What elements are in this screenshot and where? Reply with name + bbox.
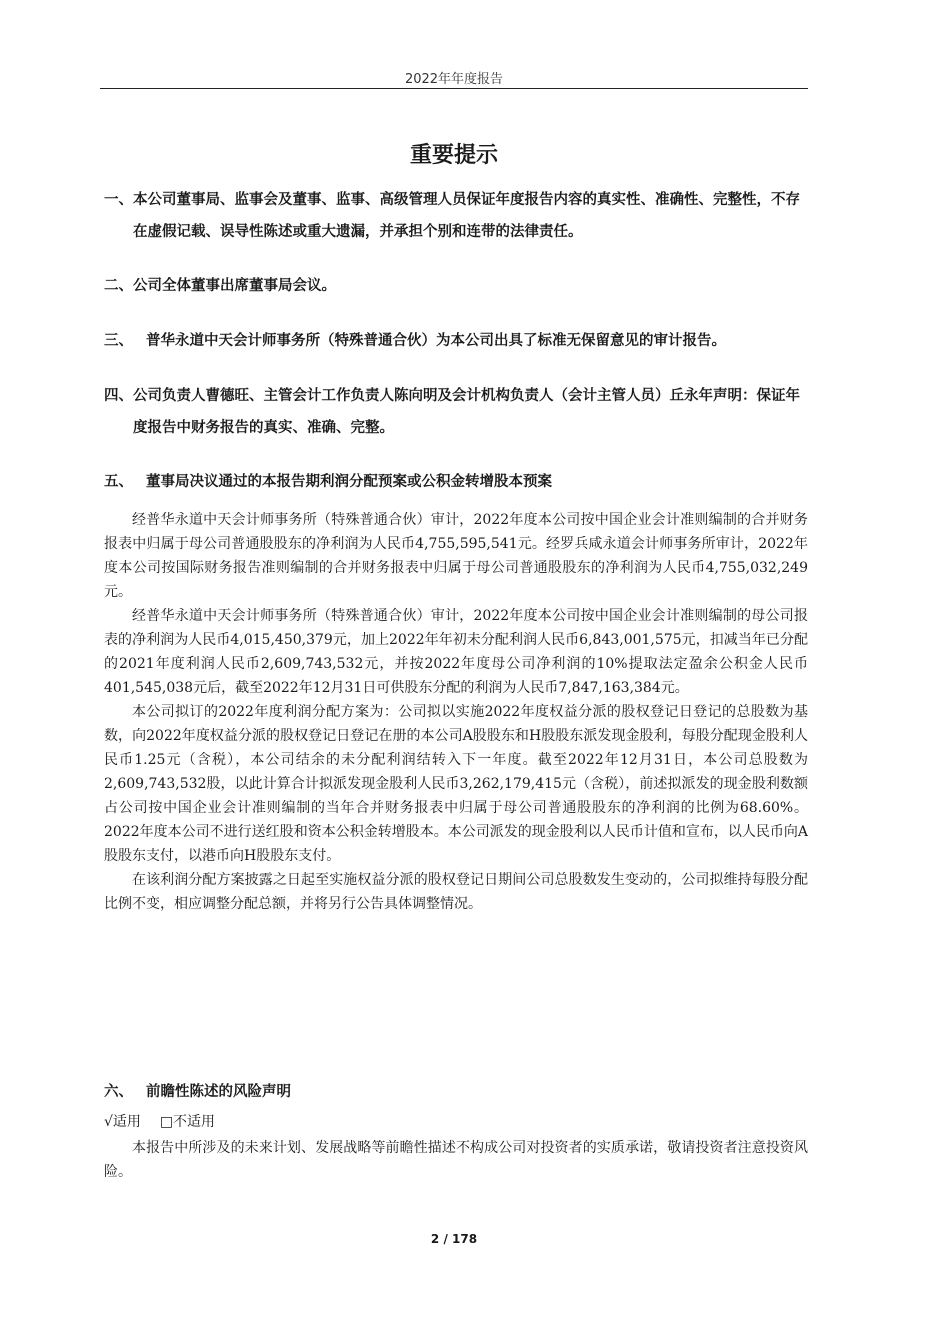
- item-text: 公司负责人曹德旺、主管会计工作负责人陈向明及会计机构负责人（会计主管人员）丘永年声明：保证年度报告中财务报告的真实、准确、完整。: [133, 388, 800, 436]
- section-6-body: [104, 1136, 808, 1184]
- section-title: 前瞻性陈述的风险声明: [146, 1084, 291, 1100]
- item-number: 四、: [104, 388, 133, 404]
- applicable-checkbox: √适用: [104, 1114, 141, 1130]
- item-text: 本公司董事局、监事会及董事、监事、高级管理人员保证年度报告内容的真实性、准确性、完整性，不存在虚假记载、误导性陈述或重大遗漏，并承担个别和连带的法律责任。: [133, 192, 800, 240]
- section-number: 六、: [104, 1084, 133, 1100]
- section-title: 董事局决议通过的本报告期利润分配预案或公积金转增股本预案: [146, 474, 552, 490]
- paragraph: 经普华永道中天会计师事务所（特殊普通合伙）审计，2022年度本公司按中国企业会计准则编制的母公司报表的净利润为人民币4,015,450,379元，加上2022年年初未分配利润人民币6,843,001,575元，扣减当年已分配的2021年度利润人民币2,609,743,532元，并按2022年度母公司净利润的10%提取法定盈余公积金人民币401,545,038元后，截至2022年12月31日可供股东分配的利润为人民币7,847,163,384元。: [104, 608, 808, 696]
- header-divider: [100, 88, 808, 89]
- running-header: 2022年年度报告: [404, 72, 504, 87]
- page-number: 2 / 178: [430, 1232, 478, 1246]
- notice-item-1: [104, 184, 808, 248]
- paragraph: 在该利润分配方案披露之日起至实施权益分派的股权登记日期间公司总股数发生变动的，公司拟维持每股分配比例不变，相应调整分配总额，并将另行公告具体调整情况。: [104, 872, 808, 912]
- not-applicable-checkbox: □不适用: [159, 1114, 216, 1130]
- paragraph: 经普华永道中天会计师事务所（特殊普通合伙）审计，2022年度本公司按中国企业会计准则编制的合并财务报表中归属于母公司普通股股东的净利润为人民币4,755,595,541元。经罗兵咸永道会计师事务所审计，2022年度本公司按国际财务报告准则编制的合并财务报表中归属于母公司普通股股东的净利润为人民币4,755,032,249元。: [104, 512, 808, 600]
- applicability-options: [104, 1111, 215, 1131]
- notice-item-3: [104, 325, 808, 357]
- notice-item-2: [104, 270, 808, 302]
- item-number: 一、: [104, 192, 133, 208]
- item-text: 普华永道中天会计师事务所（特殊普通合伙）为本公司出具了标准无保留意见的审计报告。: [146, 333, 726, 349]
- notice-item-4: [104, 380, 808, 444]
- page-title: 重要提示: [409, 143, 498, 168]
- section-5-heading: [104, 470, 808, 491]
- section-6-heading: [104, 1080, 808, 1101]
- item-number: 二、: [104, 278, 133, 294]
- paragraph: 本报告中所涉及的未来计划、发展战略等前瞻性描述不构成公司对投资者的实质承诺，敬请投资者注意投资风险。: [104, 1140, 808, 1180]
- section-5-body: [104, 508, 808, 916]
- section-number: 五、: [104, 474, 133, 490]
- item-text: 公司全体董事出席董事局会议。: [133, 278, 336, 294]
- paragraph: 本公司拟订的2022年度利润分配方案为：公司拟以实施2022年度权益分派的股权登记日登记的总股数为基数，向2022年度权益分派的股权登记日登记在册的本公司A股股东和H股股东派发现金股利，每股分配现金股利人民币1.25元（含税），本公司结余的未分配利润结转入下一年度。截至2022年12月31日，本公司总股数为2,609,743,532股，以此计算合计拟派发现金股利人民币3,262,179,415元（含税），前述拟派发的现金股利数额占公司按中国企业会计准则编制的当年合并财务报表中归属于母公司普通股股东的净利润的比例为68.60%。2022年度本公司不进行送红股和资本公积金转增股本。本公司派发的现金股利以人民币计值和宣布，以人民币向A股股东支付，以港币向H股股东支付。: [104, 704, 808, 864]
- item-number: 三、: [104, 333, 133, 349]
